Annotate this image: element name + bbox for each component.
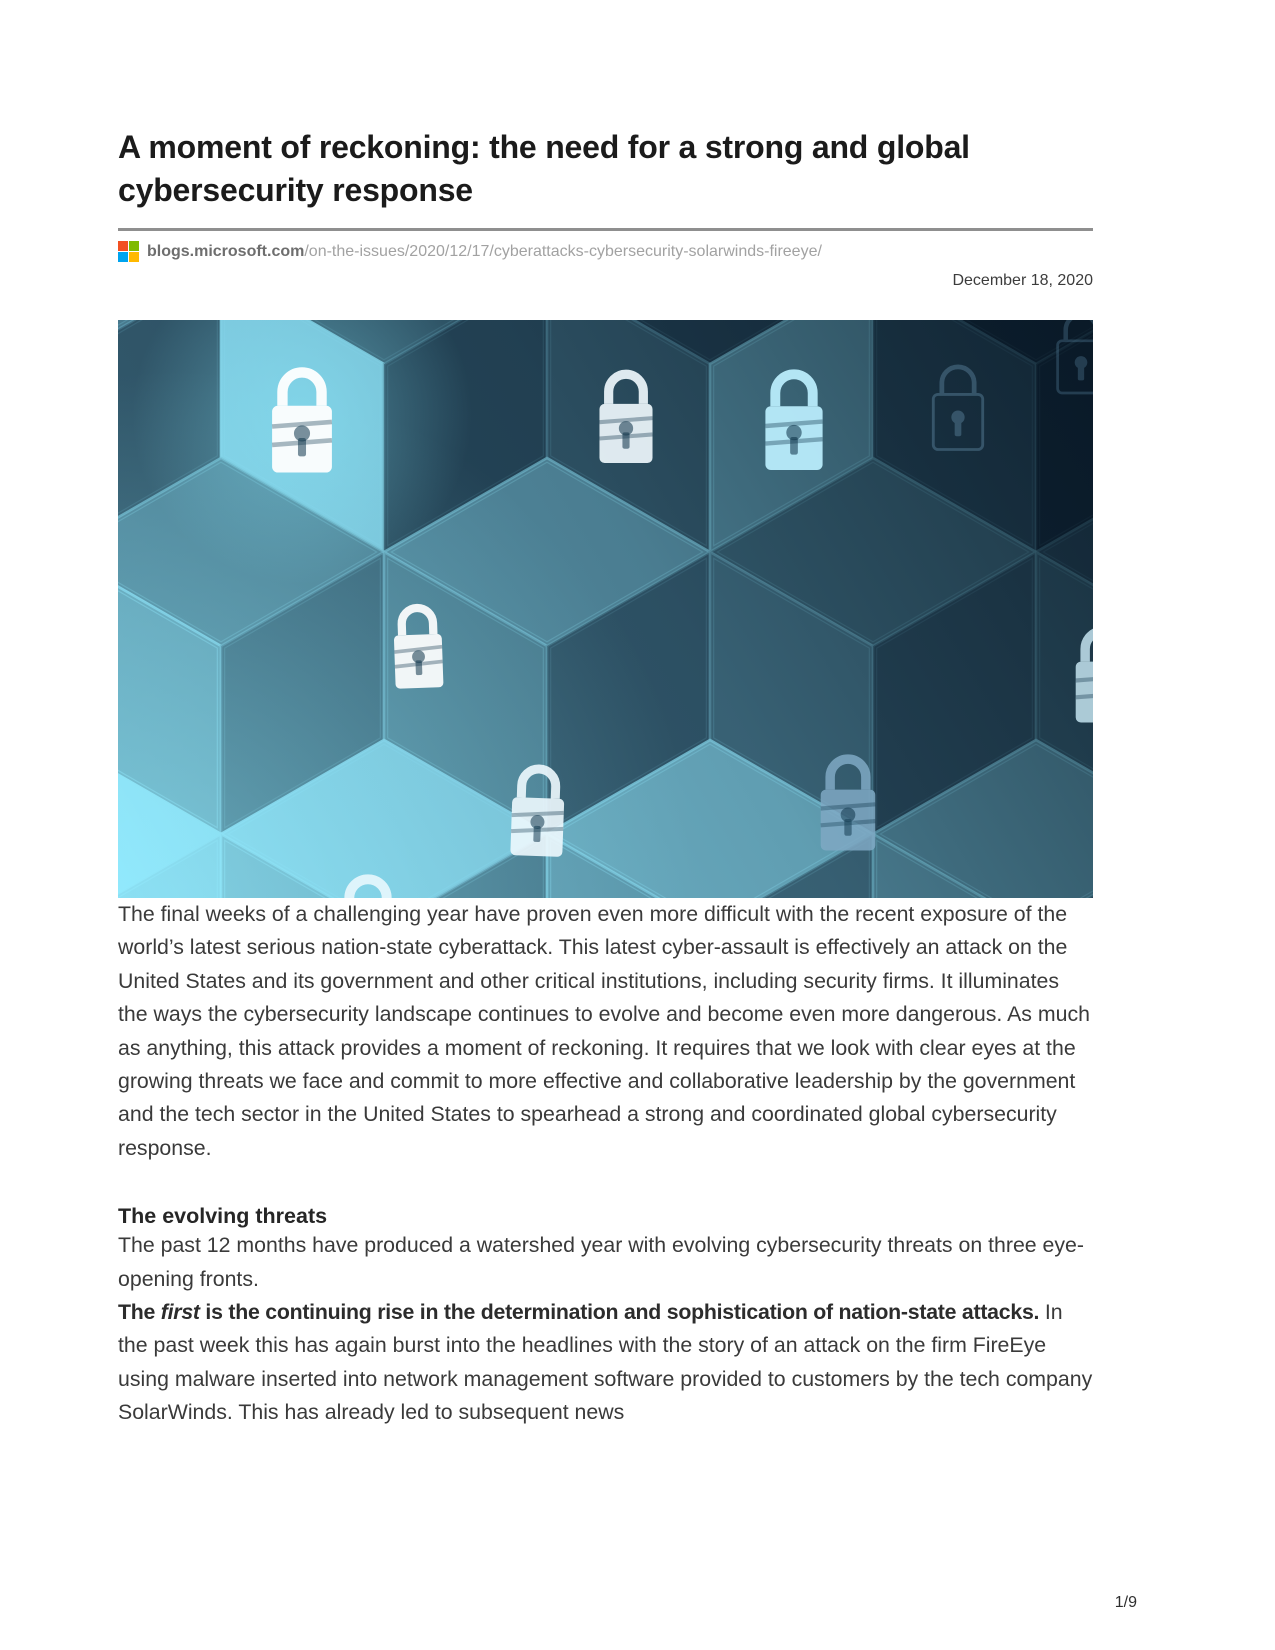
source-domain: blogs.microsoft.com [147,242,305,260]
logo-square-red [118,241,128,251]
hero-image-canvas [118,320,1093,898]
bold-lead-rest: is the continuing rise in the determination and sophistication of nation-state attacks. [199,1300,1045,1325]
title-divider [118,228,1093,231]
logo-square-green [129,241,139,251]
source-url [147,243,822,261]
page-title: A moment of reckoning: the need for a strong and global cybersecurity response [118,129,970,208]
bold-italic-first: first [160,1300,200,1325]
source-row [118,241,1093,262]
microsoft-logo-icon [118,241,139,262]
section-heading: The evolving threats [118,1204,328,1229]
logo-square-yellow [129,252,139,262]
hero-image [118,320,1093,898]
logo-square-blue [118,252,128,262]
article-date: December 18, 2020 [952,272,1093,289]
paragraph-regular-text: In the past week this has again burst into the headlines with the story of an attack on the firm FireEye using malware inserted into network management software provided to customers by the tech company SolarWinds. This has already led to subsequent news [118,1300,1093,1425]
article-page [118,0,1093,1430]
bold-lead: The [118,1300,161,1325]
source-path: /on-the-issues/2020/12/17/cyberattacks-cybersecurity-solarwinds-fireeye/ [304,242,822,260]
paragraph-intro: The final weeks of a challenging year have proven even more difficult with the recent exposure of the world’s latest serious nation-state cyberattack. This latest cyber-assault is effectively an attack on the United States and its government and other critical institutions, including security firms. It illuminates the ways the cybersecurity landscape continues to evolve and become even more dangerous. As much as anything, this attack provides a moment of reckoning. It requires that we look with clear eyes at the growing threats we face and commit to more effective and collaborative leadership by the government and the tech sector in the United States to spearhead a strong and coordinated global cybersecurity response. [118,902,1090,1160]
paragraph-watershed: The past 12 months have produced a watershed year with evolving cybersecurity threats on three eye-opening fronts. [118,1233,1084,1291]
page-number: 1/9 [1114,1594,1137,1611]
paragraph-first-front [118,1296,1093,1430]
